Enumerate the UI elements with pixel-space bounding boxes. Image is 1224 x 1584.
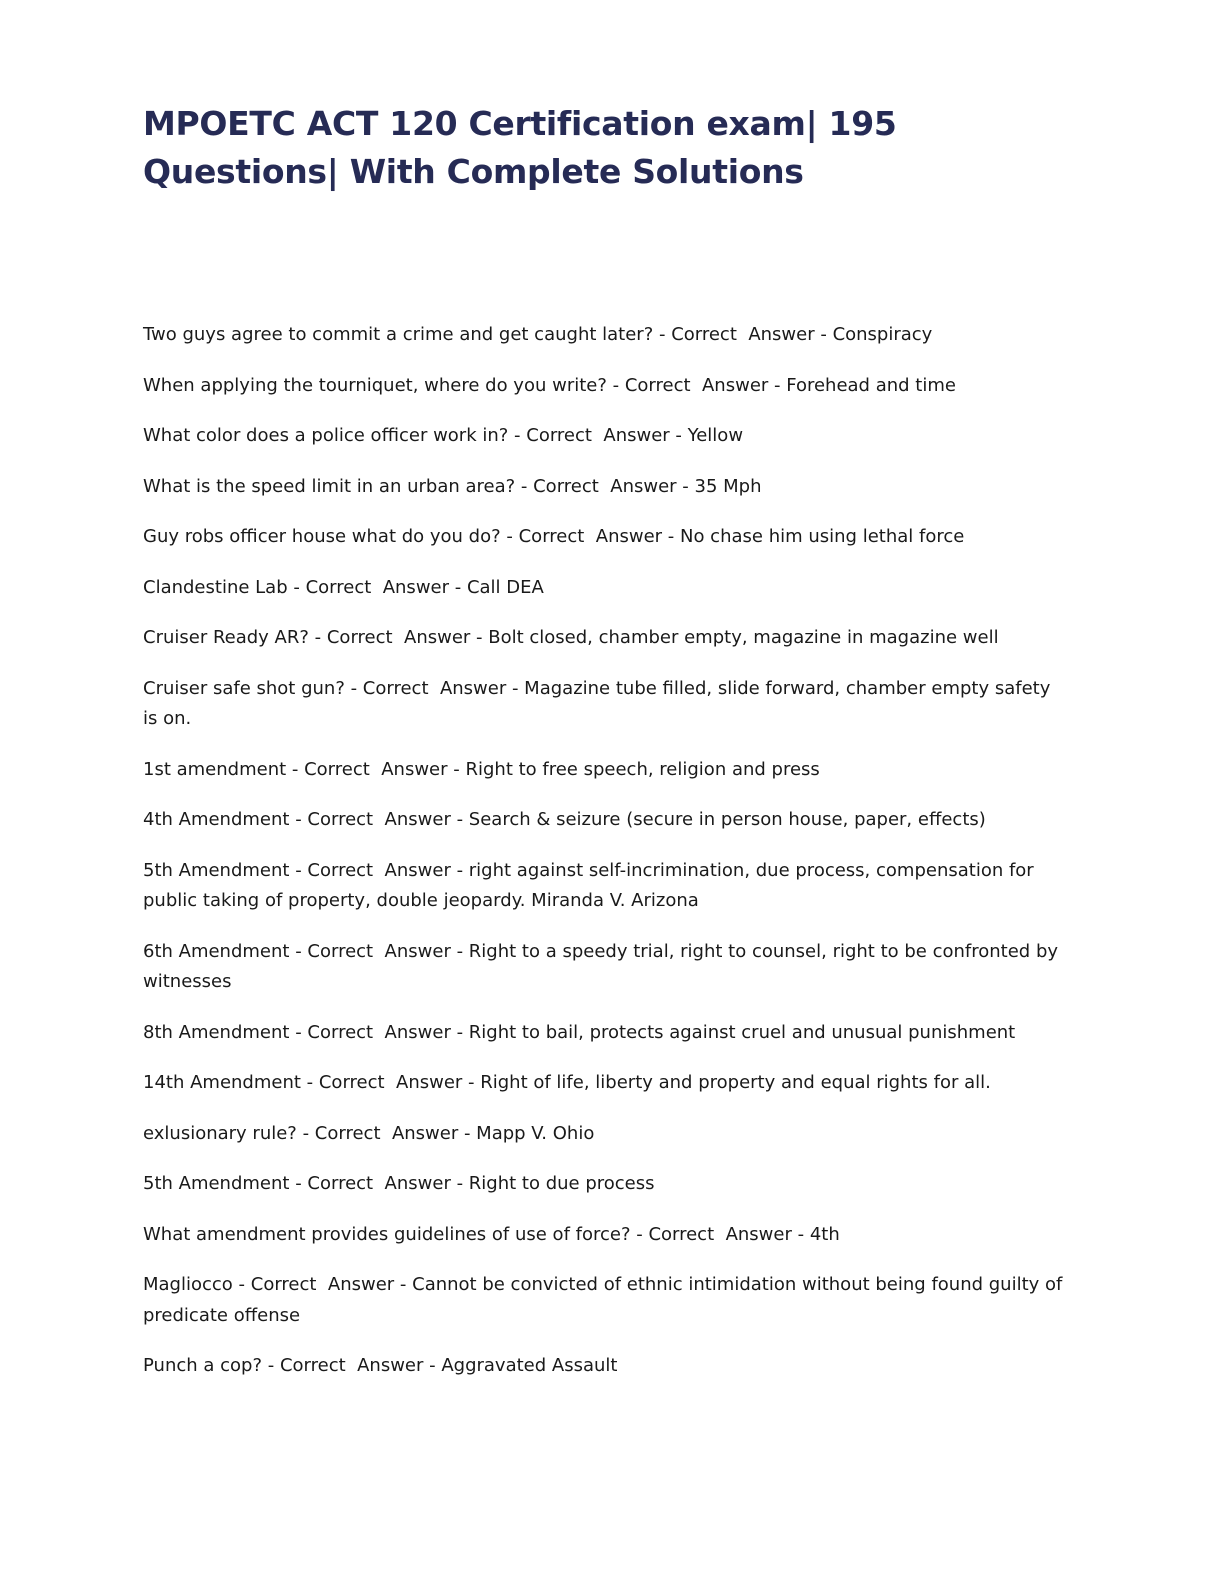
qa-item: Punch a cop? - Correct Answer - Aggravated Assault	[143, 1355, 618, 1376]
qa-item: exlusionary rule? - Correct Answer - Mapp V. Ohio	[143, 1122, 595, 1144]
qa-item: Guy robs officer house what do you do? - Correct Answer - No chase him using lethal force	[143, 526, 965, 547]
qa-item: What amendment provides guidelines of use of force? - Correct Answer - 4th	[143, 1223, 840, 1245]
qa-item: 5th Amendment - Correct Answer - Right to due process	[143, 1173, 655, 1194]
qa-item: 6th Amendment - Correct Answer - Right to a speedy trial, right to counsel, right to be confronted by witnesses	[143, 940, 1064, 992]
qa-item: 5th Amendment - Correct Answer - right against self-incrimination, due process, compensation for public taking of property, double jeopardy. Miranda V. Arizona	[143, 859, 1040, 911]
qa-item: Magliocco - Correct Answer - Cannot be convicted of ethnic intimidation without being found guilty of predicate offense	[143, 1274, 1069, 1326]
qa-item: Cruiser safe shot gun? - Correct Answer - Magazine tube filled, slide forward, chamber empty safety is on.	[143, 677, 1057, 729]
qa-item: 8th Amendment - Correct Answer - Right to bail, protects against cruel and unusual punishment	[143, 1021, 1016, 1043]
qa-item: Two guys agree to commit a crime and get caught later? - Correct Answer - Conspiracy	[143, 324, 933, 345]
qa-item: 4th Amendment - Correct Answer - Search & seizure (secure in person house, paper, effects)	[143, 809, 986, 830]
qa-list	[143, 320, 1069, 1402]
qa-item: 1st amendment - Correct Answer - Right to free speech, religion and press	[143, 758, 820, 780]
qa-item: When applying the tourniquet, where do you write? - Correct Answer - Forehead and time	[143, 374, 956, 396]
document-title: MPOETC ACT 120 Certification exam| 195 Questions| With Complete Solutions	[143, 104, 897, 191]
qa-item: Cruiser Ready AR? - Correct Answer - Bolt closed, chamber empty, magazine in magazine well	[143, 627, 999, 648]
qa-item: Clandestine Lab - Correct Answer - Call DEA	[143, 576, 544, 598]
qa-item: 14th Amendment - Correct Answer - Right of life, liberty and property and equal rights for all.	[143, 1072, 991, 1093]
qa-item: What is the speed limit in an urban area? - Correct Answer - 35 Mph	[143, 475, 762, 497]
qa-item: What color does a police officer work in? - Correct Answer - Yellow	[143, 425, 744, 446]
